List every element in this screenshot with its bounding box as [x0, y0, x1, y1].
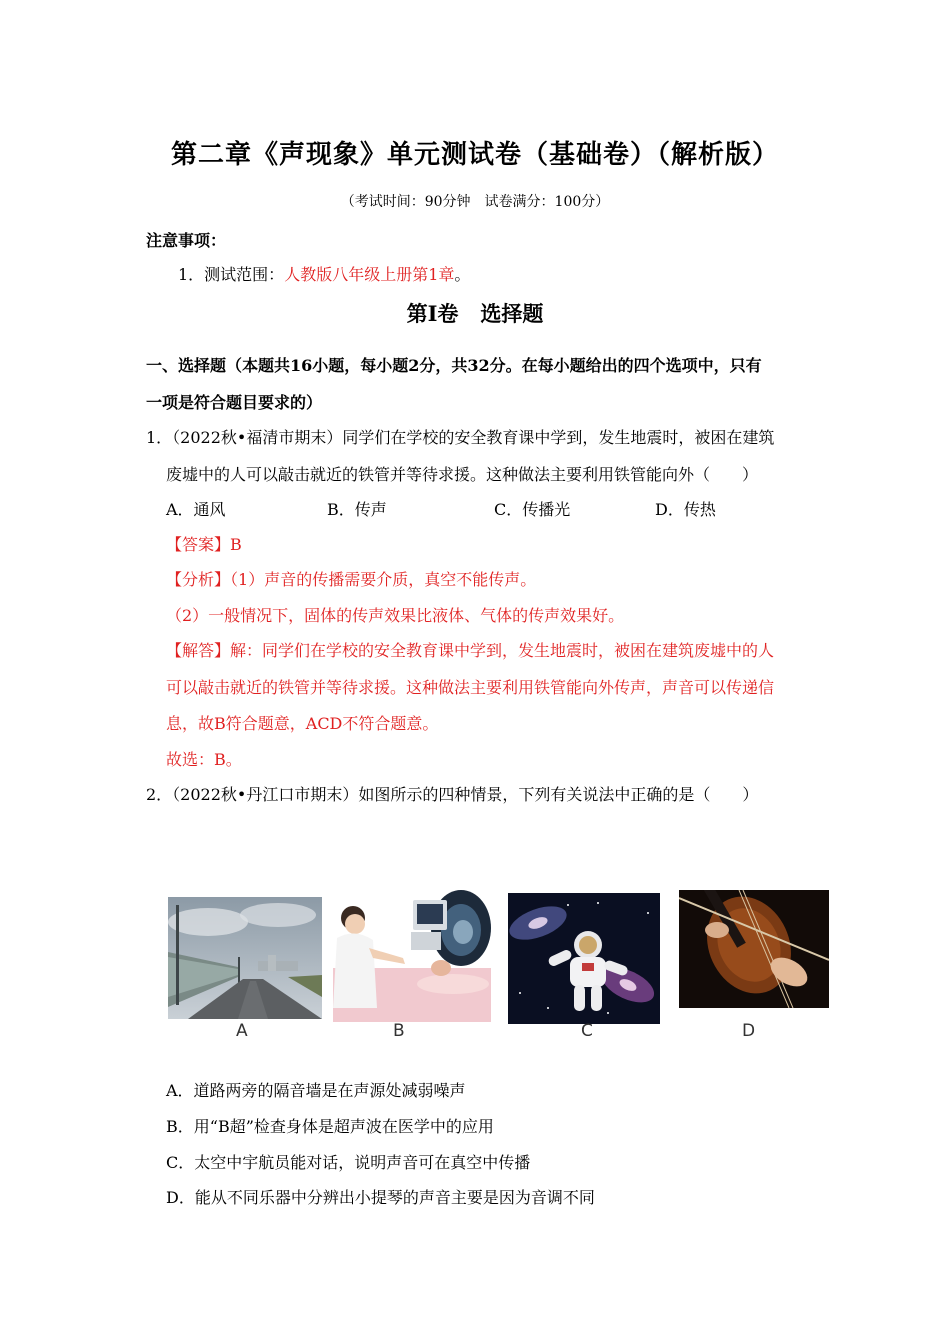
q1-analysis-label: 【分析】: [166, 570, 231, 589]
q2-option-b: B．用“B超”检查身体是超声波在医学中的应用: [166, 1117, 494, 1136]
figure-label-c: C: [581, 1021, 593, 1041]
q1-option-d: D．传热: [655, 500, 716, 519]
q1-stem-line1: 1．（2022秋•福清市期末）同学们在学校的安全教育课中学到，发生地震时，被困在建筑: [146, 428, 775, 447]
q2-option-c: C．太空中宇航员能对话，说明声音可在真空中传播: [166, 1153, 531, 1172]
q1-answer: [166, 532, 242, 555]
notes-item-1-value: 人教版八年级上册第1章: [284, 265, 455, 284]
section-title-part1: 第Ⅰ卷: [406, 301, 459, 326]
q1-conclusion: 故选：B。: [166, 750, 242, 769]
q1-analysis: [166, 567, 536, 590]
q1-option-c: C．传播光: [494, 500, 571, 519]
notes-item-1-prefix: 1．测试范围：: [178, 265, 285, 284]
q1-solution-line1: 解：同学们在学校的安全教育课中学到，发生地震时，被困在建筑废墟中的人: [230, 641, 775, 660]
notes-heading: 注意事项：: [146, 231, 227, 250]
part1-heading-line1: 一、选择题（本题共16小题，每小题2分，共32分。在每小题给出的四个选项中，只有: [146, 356, 762, 375]
figure-c-astronaut-image: [508, 893, 660, 1024]
q1-analysis-text: （1）声音的传播需要介质，真空不能传声。: [230, 570, 537, 589]
q2-option-a: A．道路两旁的隔音墙是在声源处减弱噪声: [166, 1081, 466, 1100]
q1-analysis-line2: （2）一般情况下，固体的传声效果比液体、气体的传声效果好。: [166, 606, 625, 625]
section-title-part2: 选择题: [480, 301, 544, 326]
q2-option-d: D．能从不同乐器中分辨出小提琴的声音主要是因为音调不同: [166, 1188, 595, 1207]
q1-answer-label: 【答案】: [166, 535, 231, 554]
figure-label-d: D: [742, 1021, 756, 1041]
section-title: [0, 298, 950, 328]
q1-option-b: B．传声: [327, 500, 387, 519]
q1-solution: [166, 638, 774, 661]
notes-item-1-suffix: 。: [454, 265, 471, 284]
figure-label-b: B: [393, 1021, 405, 1041]
figure-b-ultrasound-image: [333, 888, 491, 1022]
figure-label-a: A: [236, 1021, 248, 1041]
q1-solution-line2: 可以敲击就近的铁管并等待求援。这种做法主要利用铁管能向外传声，声音可以传递信: [166, 678, 775, 697]
page-title: 第二章《声现象》单元测试卷（基础卷）（解析版）: [170, 140, 779, 170]
q1-solution-label: 【解答】: [166, 641, 231, 660]
part1-heading-line2: 一项是符合题目要求的）: [146, 393, 323, 412]
exam-info: （考试时间：90分钟 试卷满分：100分）: [340, 194, 610, 210]
notes-item-1: [178, 262, 470, 285]
q1-answer-value: B: [230, 535, 242, 554]
q2-stem: 2．（2022秋•丹江口市期末）如图所示的四种情景，下列有关说法中正确的是（ ）: [146, 785, 759, 804]
figure-a-highway-image: [168, 897, 322, 1019]
q1-stem-line2: 废墟中的人可以敲击就近的铁管并等待求援。这种做法主要利用铁管能向外（ ）: [166, 465, 759, 484]
figure-d-violin-image: [679, 890, 829, 1008]
q1-option-a: A．通风: [166, 500, 226, 519]
q1-solution-line3: 息，故B符合题意，ACD不符合题意。: [166, 714, 439, 733]
